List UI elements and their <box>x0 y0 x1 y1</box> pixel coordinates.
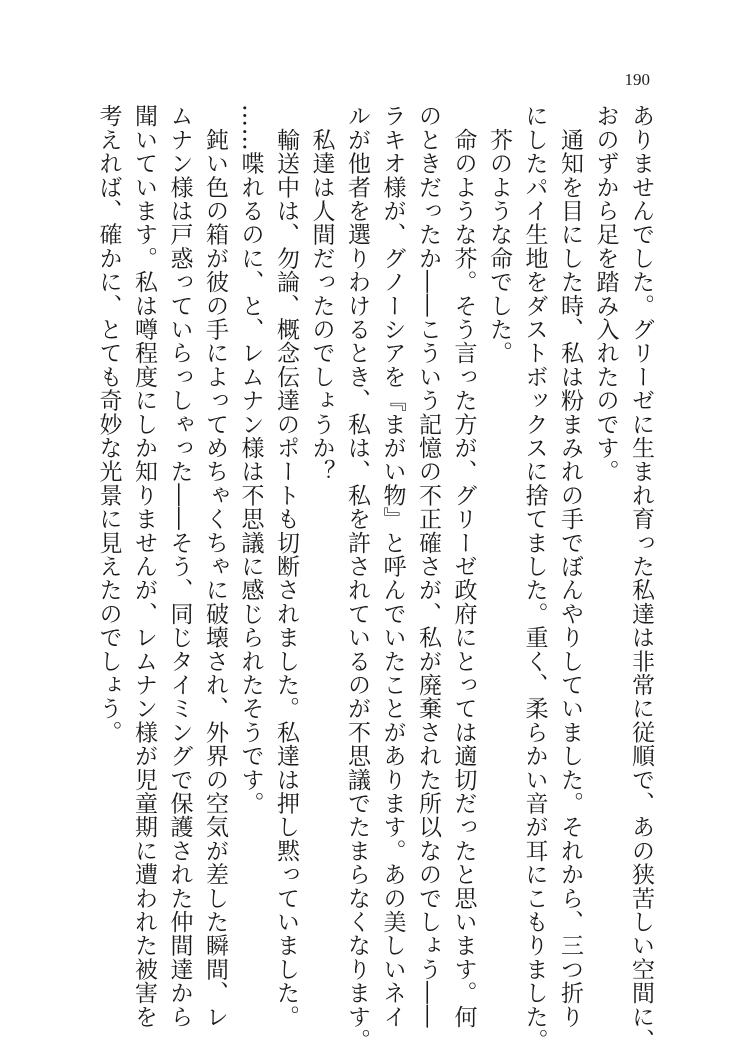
text-line: 聞いています。私は噂程度にしか知りませんが、レムナン様が児童期に遭われた被害を <box>131 104 157 1029</box>
text-line: 鈍い色の箱が彼の手によってめちゃくちゃに破壊され、外界の空気が差した瞬間、レ <box>202 104 228 1029</box>
text-line: 通知を目にした時、私は粉まみれの手でぼんやりしていました。それから、三つ折り <box>557 104 583 1029</box>
text-line: 私達は人間だったのでしょうか？ <box>308 104 335 484</box>
text-line: ルが他者を選りわけるとき、私は、私を許されているのが不思議でたまらなくなります。 <box>344 104 370 1052</box>
text-line: 命のような芥。そう言った方が、グリーゼ政府にとっては適切だったと思います。何 <box>450 104 477 1029</box>
text-line: 芥のような命でした。 <box>486 104 512 365</box>
text-line: のときだったか――こういう記憶の不正確さが、私が廃棄された所以なのでしょう―― <box>415 104 441 1029</box>
text-line: 考えれば、確かに、とても奇妙な光景に見えたのでしょう。 <box>95 104 122 744</box>
text-line: ありませんでした。グリーゼに生まれ育った私達は非常に従順で、あの狭苦しい空間に、 <box>628 104 654 1052</box>
text-line: ラキオ様が、グノーシアを『まがい物』と呼んでいたことがあります。あの美しいネイ <box>379 104 406 1029</box>
text-line: にしたパイ生地をダストボックスに捨てました。重く、柔らかい音が耳にこもりました。 <box>521 104 548 1052</box>
body-text <box>68 104 658 1052</box>
page-number: 190 <box>624 70 650 89</box>
text-line: ……喋れるのに、と、レムナン様は不思議に感じられたそうです。 <box>237 104 264 815</box>
text-line: おのずから足を踏み入れたのです。 <box>592 104 619 484</box>
text-line: 輸送中は、勿論、概念伝達のポートも切断されました。私達は押し黙っていました。 <box>273 104 299 1029</box>
text-line: ムナン様は戸惑っていらっしゃった――そう、同じタイミングで保護された仲間達から <box>166 104 193 1029</box>
